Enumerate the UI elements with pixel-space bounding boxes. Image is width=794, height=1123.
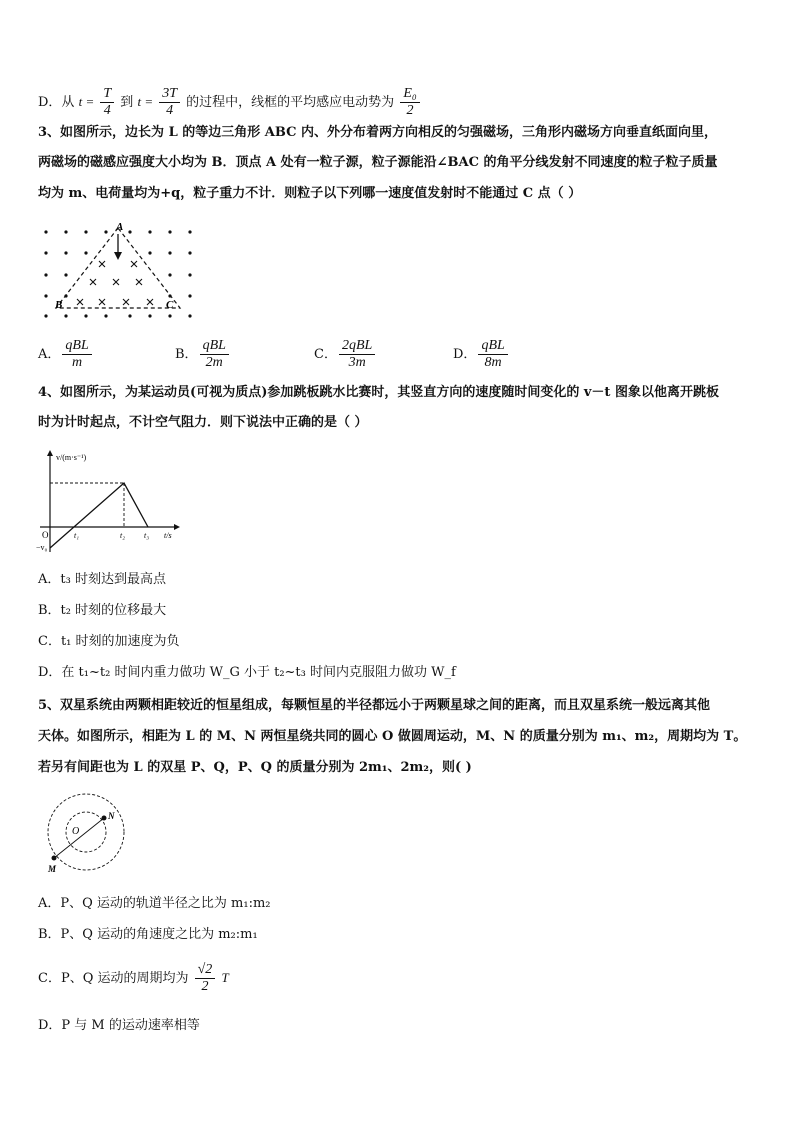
- frac-num: E₀: [403, 86, 417, 101]
- x-axis-arrow: [174, 524, 180, 530]
- frac-den: m: [62, 354, 91, 371]
- x-axis-label: t/s: [164, 531, 172, 540]
- t1-tick-label: t₁: [74, 531, 80, 540]
- q5-option-b: B．P、Q 运动的角速度之比为 m₂:m₁: [38, 927, 258, 942]
- field-dot: [168, 273, 171, 276]
- field-dot: [148, 314, 151, 317]
- vertex-a-label: A: [116, 221, 124, 233]
- q5-optc-suffix: T: [221, 970, 229, 985]
- field-dot: [44, 314, 47, 317]
- frac-num: 2qBL: [341, 338, 373, 353]
- q2-optd-t2-frac: [159, 86, 180, 119]
- star-m: [52, 856, 57, 861]
- option-label: C．: [314, 347, 337, 362]
- q5-optc-prefix: C．P、Q 运动的周期均为: [38, 971, 189, 986]
- field-dot: [44, 230, 47, 233]
- field-dot: [128, 314, 131, 317]
- field-dot: [64, 251, 67, 254]
- field-dot: [188, 294, 191, 297]
- q5-binary-star-figure: [40, 792, 130, 874]
- origin-label: O: [42, 530, 49, 540]
- field-cross: [131, 261, 137, 267]
- field-dot: [168, 251, 171, 254]
- mn-connecting-line: [54, 818, 104, 858]
- field-dot: [64, 273, 67, 276]
- field-cross: [123, 299, 129, 305]
- frac-den: 2m: [200, 354, 229, 371]
- q5-stem-line1: 5、双星系统由两颗相距较近的恒星组成，每颗恒星的半径都远小于两颗星球之间的距离，而且双星系统一般远离其他: [38, 698, 711, 713]
- velocity-curve: [50, 483, 148, 548]
- q2-optd-emf-frac: [400, 86, 419, 119]
- field-dot: [84, 314, 87, 317]
- frac-num: qBL: [481, 338, 505, 353]
- frac-den: 2: [400, 102, 419, 119]
- field-dot: [44, 294, 47, 297]
- frac-num: √2: [197, 962, 213, 977]
- field-dot: [128, 230, 131, 233]
- field-dot: [84, 251, 87, 254]
- option-label: D．: [453, 347, 477, 362]
- vertex-b-label: B: [55, 299, 63, 311]
- frac-den: 4: [100, 102, 114, 119]
- q4-stem-line1: 4、如图所示，为某运动员(可视为质点)参加跳板跳水比赛时，其竖直方向的速度随时间变化的 v－t 图象以他离开跳板: [38, 385, 719, 400]
- q4-stem-line2: 时为计时起点，不计空气阻力．则下说法中正确的是（ ）: [38, 415, 368, 430]
- q3-option-a: [38, 338, 94, 371]
- q5-stem-line2: 天体。如图所示，相距为 L 的 M、N 两恒星绕共同的圆心 O 做圆周运动，M、N 的质量分别为 m₁、m₂，周期均为 T。: [38, 729, 747, 744]
- star-n: [102, 816, 107, 821]
- field-cross: [147, 299, 153, 305]
- q2-optd-t1-frac: [100, 86, 114, 119]
- frac-num: qBL: [202, 338, 226, 353]
- field-dot: [188, 251, 191, 254]
- frac-den: 3m: [339, 354, 375, 371]
- field-dot: [168, 314, 171, 317]
- q3-stem-line2: 两磁场的磁感应强度大小均为 B．顶点 A 处有一粒子源，粒子源能沿∠BAC 的角平分线发射不同速度的粒子粒子质量: [38, 155, 718, 170]
- q3-option-d: [453, 338, 510, 371]
- field-dot: [148, 251, 151, 254]
- field-cross: [99, 299, 105, 305]
- field-cross: [136, 279, 142, 285]
- q2-optd-mid: 的过程中，线框的平均感应电动势为: [186, 95, 395, 110]
- q4-option-c: C．t₁ 时刻的加速度为负: [38, 634, 180, 649]
- field-dot: [64, 230, 67, 233]
- field-cross: [90, 279, 96, 285]
- field-dot: [168, 230, 171, 233]
- q5-option-d: D．P 与 M 的运动速率相等: [38, 1018, 200, 1033]
- q5-stem-line3: 若另有间距也为 L 的双星 P、Q，P、Q 的质量分别为 2m₁、2m₂，则( ): [38, 760, 472, 775]
- v0-label: −v₀: [36, 543, 48, 552]
- frac-den: 2: [195, 978, 216, 995]
- q5-option-c: [38, 962, 229, 995]
- y-axis-arrow: [47, 450, 53, 456]
- star-m-label: M: [48, 864, 57, 874]
- field-dot: [84, 230, 87, 233]
- field-dot: [44, 273, 47, 276]
- field-dot: [148, 230, 151, 233]
- option-label: B．: [175, 347, 198, 362]
- q2-option-d: [38, 86, 422, 119]
- field-dot: [44, 251, 47, 254]
- frac-num: 3T: [162, 86, 178, 101]
- q3-option-c: [314, 338, 377, 371]
- field-dot: [188, 230, 191, 233]
- field-dot: [188, 314, 191, 317]
- q3-triangle-figure: [38, 220, 198, 322]
- field-crosses: [77, 261, 153, 305]
- frac-num: T: [103, 86, 112, 101]
- q4-option-a: A．t₃ 时刻达到最高点: [38, 572, 166, 587]
- frac-num: qBL: [65, 338, 89, 353]
- vertex-c-label: C: [166, 299, 174, 311]
- q2-optd-t1-lhs: t =: [78, 94, 95, 109]
- field-dot: [104, 230, 107, 233]
- frac-den: 4: [159, 102, 180, 119]
- q4-vt-graph: [36, 448, 186, 556]
- y-axis-label: v/(m·s⁻¹): [56, 453, 87, 462]
- arrow-head: [114, 252, 122, 260]
- field-dot: [188, 273, 191, 276]
- q5-option-a: A．P、Q 运动的轨道半径之比为 m₁:m₂: [38, 896, 271, 911]
- field-cross: [99, 261, 105, 267]
- field-cross: [113, 279, 119, 285]
- q2-optd-prefix: D．从: [38, 95, 75, 110]
- q4-option-d: D．在 t₁~t₂ 时间内重力做功 W_G 小于 t₂~t₃ 时间内克服阻力做功 W_f: [38, 665, 456, 680]
- field-dot: [104, 314, 107, 317]
- q4-option-b: B．t₂ 时刻的位移最大: [38, 603, 167, 618]
- t2-tick-label: t₂: [120, 531, 126, 540]
- q2-optd-to: 到: [120, 95, 134, 110]
- field-dot: [64, 314, 67, 317]
- q2-optd-t2-lhs: t =: [137, 94, 154, 109]
- option-label: A．: [38, 347, 61, 362]
- field-cross: [77, 299, 83, 305]
- q3-stem-line1: 3、如图所示，边长为 L 的等边三角形 ABC 内、外分布着两方向相反的匀强磁场，三角形内磁场方向垂直纸面向里，: [38, 125, 717, 140]
- q5-optc-frac: [195, 962, 216, 995]
- star-n-label: N: [108, 811, 115, 821]
- q3-stem-line3: 均为 m、电荷量均为+q，粒子重力不计．则粒子以下列哪一速度值发射时不能通过 C 点（ ）: [38, 186, 582, 201]
- q3-option-b: [175, 338, 231, 371]
- frac-den: 8m: [478, 354, 507, 371]
- center-o-label: O: [72, 826, 80, 837]
- t3-tick-label: t₃: [144, 531, 150, 540]
